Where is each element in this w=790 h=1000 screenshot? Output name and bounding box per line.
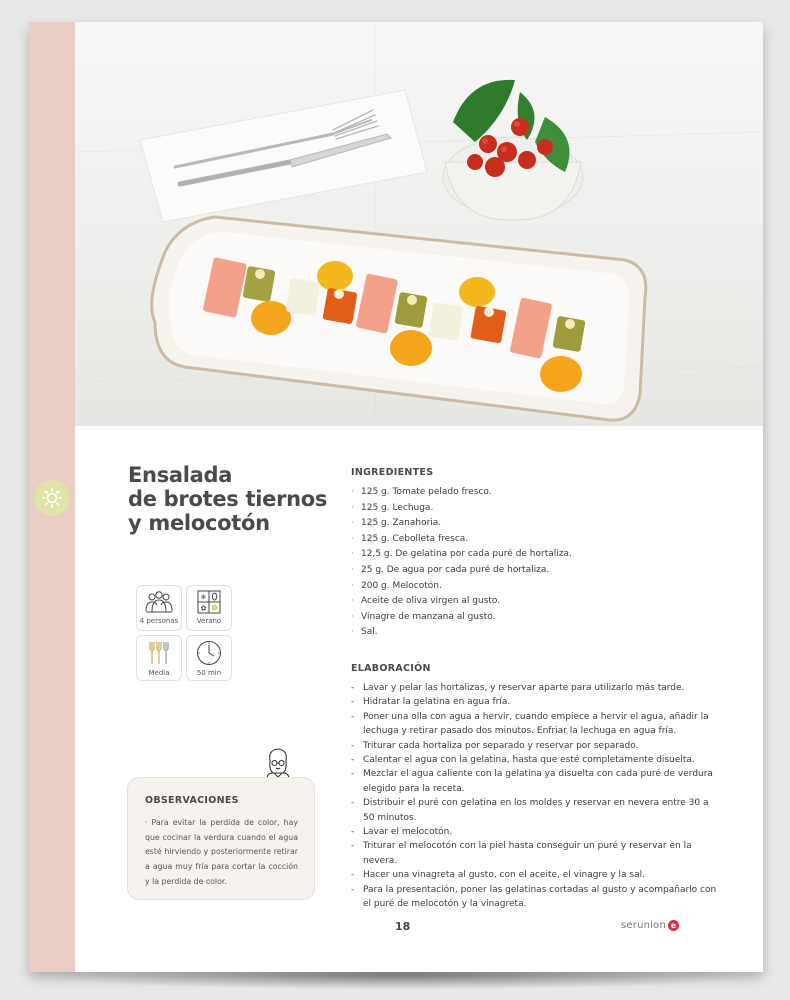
recipe-title bbox=[128, 463, 338, 535]
step-item: - Calentar el agua con la gelatina, hasta que esté completamente disuelta. bbox=[351, 753, 721, 767]
observations-box bbox=[127, 777, 315, 900]
ingredient-item: · Sal. bbox=[351, 625, 721, 641]
ingredients-list bbox=[351, 485, 721, 641]
ingredient-item: · Vinagre de manzana al gusto. bbox=[351, 610, 721, 626]
step-item: - Mezclar el agua caliente con la gelatina ya disuelta con cada puré de verdura elegido para la receta. bbox=[351, 767, 721, 796]
servings-label: 4 personas bbox=[139, 617, 179, 625]
ingredient-item: · 125 g. Zanahoria. bbox=[351, 516, 721, 532]
time-label: 50 min bbox=[196, 669, 222, 677]
ingredient-item: · 125 g. Cebolleta fresca. bbox=[351, 532, 721, 548]
brand-logo bbox=[621, 920, 679, 931]
ingredient-item: · 12,5 g. De gelatina por cada puré de hortaliza. bbox=[351, 547, 721, 563]
elaboration-steps bbox=[351, 681, 721, 912]
page-number: 18 bbox=[395, 920, 411, 933]
season-icon bbox=[197, 590, 221, 614]
step-item: - Poner una olla con agua a hervir, cuando empiece a hervir el agua, añadir la lechuga y retirar pasado dos minutos. Enfriar la lechuga en agua fría. bbox=[351, 710, 721, 739]
difficulty-icon bbox=[146, 640, 172, 666]
step-item: - Triturar el melocotón con la piel hasta conseguir un puré y reservar en la nevera. bbox=[351, 839, 721, 868]
ingredient-item: · 200 g. Melocotón. bbox=[351, 579, 721, 595]
recipe-page bbox=[29, 22, 763, 972]
recipe-info-icons bbox=[136, 585, 236, 681]
brand-name: serunion bbox=[621, 920, 666, 931]
chef-illustration-icon bbox=[261, 746, 295, 780]
observations-title: OBSERVACIONES bbox=[145, 795, 239, 806]
svg-text:❄: ❄ bbox=[200, 593, 207, 602]
time-card bbox=[186, 635, 232, 681]
step-item: - Para la presentación, poner las gelatinas cortadas al gusto y acompañarlo con el puré de melocotón y la vinagreta. bbox=[351, 883, 721, 912]
recipe-title-line: de brotes tiernos bbox=[128, 487, 328, 511]
diners-icon bbox=[144, 590, 174, 614]
servings-card bbox=[136, 585, 182, 631]
step-item: - Triturar cada hortaliza por separado y reservar por separado. bbox=[351, 739, 721, 753]
observations-text: · Para evitar la perdida de color, hay que cocinar la verdura cuando el agua esté hirviendo y posteriormente retirar a agua muy fría para cortar la cocción y la perdida de color. bbox=[145, 818, 298, 886]
brand-mark: e bbox=[668, 920, 679, 931]
ingredient-item: · Aceite de oliva virgen al gusto. bbox=[351, 594, 721, 610]
ingredient-item: · 125 g. Tomate pelado fresco. bbox=[351, 485, 721, 501]
step-item: - Distribuir el puré con gelatina en los moldes y reservar en nevera entre 30 a 50 minutos. bbox=[351, 796, 721, 825]
recipe-details bbox=[351, 467, 721, 911]
svg-text:✿: ✿ bbox=[200, 604, 207, 613]
napkin bbox=[140, 90, 427, 222]
dish-photo bbox=[75, 22, 763, 426]
sun-icon bbox=[41, 487, 63, 509]
elaboration-title: ELABORACIÓN bbox=[351, 662, 431, 674]
difficulty-card bbox=[136, 635, 182, 681]
ingredient-item: · 25 g. De agua por cada puré de hortaliza. bbox=[351, 563, 721, 579]
step-item: - Lavar el melocotón. bbox=[351, 825, 721, 839]
season-card bbox=[186, 585, 232, 631]
season-label: Verano bbox=[196, 617, 222, 625]
season-badge bbox=[34, 480, 70, 516]
step-item: - Hacer una vinagreta al gusto, con el aceite, el vinagre y la sal. bbox=[351, 868, 721, 882]
ingredient-item: · 125 g. Lechuga. bbox=[351, 501, 721, 517]
difficulty-label: Media bbox=[148, 669, 170, 677]
elaboration-section bbox=[351, 663, 721, 912]
step-item: - Hidratar la gelatina en agua fría. bbox=[351, 695, 721, 709]
ingredients-title: INGREDIENTES bbox=[351, 467, 434, 478]
salad-bowl bbox=[443, 80, 583, 220]
recipe-title-line: y melocotón bbox=[128, 511, 270, 535]
recipe-title-line: Ensalada bbox=[128, 463, 233, 487]
clock-icon bbox=[196, 640, 222, 666]
step-item: - Lavar y pelar las hortalizas, y reservar aparte para utilizarlo más tarde. bbox=[351, 681, 721, 695]
